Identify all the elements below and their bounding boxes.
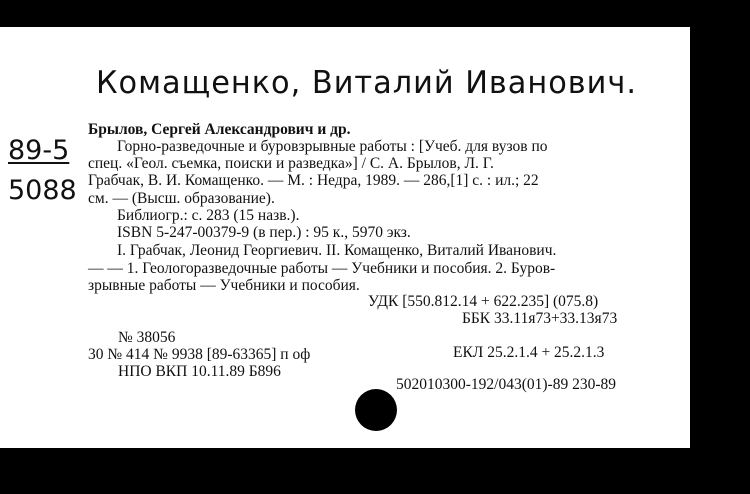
author-line: Брылов, Сергей Александрович и др.	[88, 121, 351, 138]
number-line: № 38056	[118, 329, 176, 346]
udk-line: УДК [550.812.14 + 622.235] (075.8)	[368, 293, 599, 310]
subject-line-3: зрывные работы — Учебники и пособия.	[88, 277, 360, 294]
catalog-card	[0, 27, 690, 448]
ink-blot	[355, 389, 397, 431]
handwritten-heading: Комащенко, Виталий Иванович.	[96, 65, 637, 101]
title-line-2: спец. «Геол. съемка, поиски и разведка»] / С. А. Брылов, Л. Г.	[88, 155, 494, 172]
code-line: 502010300-192/043(01)-89 230-89	[396, 376, 616, 393]
call-number-top: 89-5	[8, 135, 70, 166]
title-line-4: см. — (Высш. образование).	[88, 190, 275, 207]
isbn-line: ISBN 5-247-00379-9 (в пер.) : 95 к., 5970 экз.	[117, 224, 411, 241]
bbk-line: ББК 33.11я73+33.13я73	[462, 310, 618, 327]
ekl-line: ЕКЛ 25.2.1.4 + 25.2.1.3	[453, 344, 605, 361]
npo-line: НПО ВКП 10.11.89 Б896	[118, 363, 281, 380]
title-line-1: Горно-разведочные и буровзрывные работы : [Учеб. для вузов по	[117, 138, 548, 155]
print-line: 30 № 414 № 9938 [89-63365] п оф	[88, 346, 311, 363]
call-number-bottom: 5088	[8, 175, 77, 206]
subject-line-1: I. Грабчак, Леонид Георгиевич. II. Комащенко, Виталий Иванович.	[117, 242, 557, 259]
title-line-3: Грабчак, В. И. Комащенко. — М. : Недра, 1989. — 286,[1] с. : ил.; 22	[88, 172, 539, 189]
subject-line-2: — — 1. Геологоразведочные работы — Учебники и пособия. 2. Буров-	[88, 260, 556, 277]
bibliography-line: Библиогр.: с. 283 (15 назв.).	[117, 207, 300, 224]
